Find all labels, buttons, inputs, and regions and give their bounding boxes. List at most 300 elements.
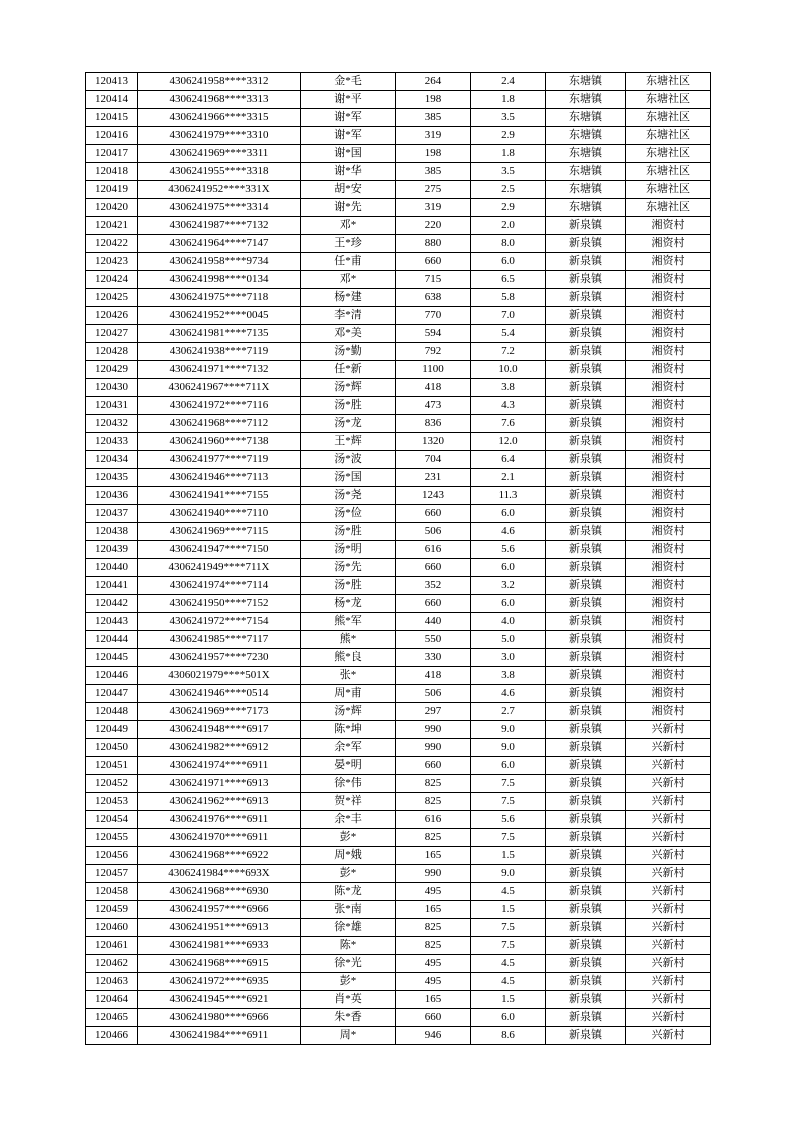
amount-cell: 1100: [396, 361, 471, 379]
serial-cell: 120443: [86, 613, 138, 631]
id-number-cell: 4306241957****6966: [138, 901, 301, 919]
id-number-cell: 4306241981****6933: [138, 937, 301, 955]
table-row: [86, 217, 711, 235]
village-cell: 湘资村: [626, 343, 711, 361]
name-cell: 汤*明: [301, 541, 396, 559]
table-row: [86, 613, 711, 631]
id-number-cell: 4306241969****7173: [138, 703, 301, 721]
serial-cell: 120423: [86, 253, 138, 271]
table-row: [86, 577, 711, 595]
village-cell: 湘资村: [626, 289, 711, 307]
rate-cell: 2.4: [471, 73, 546, 91]
id-number-cell: 4306241967****711X: [138, 379, 301, 397]
serial-cell: 120434: [86, 451, 138, 469]
id-number-cell: 4306021979****501X: [138, 667, 301, 685]
serial-cell: 120431: [86, 397, 138, 415]
name-cell: 徐*伟: [301, 775, 396, 793]
serial-cell: 120449: [86, 721, 138, 739]
amount-cell: 660: [396, 505, 471, 523]
table-row: [86, 775, 711, 793]
name-cell: 陈*坤: [301, 721, 396, 739]
name-cell: 杨*建: [301, 289, 396, 307]
name-cell: 陈*龙: [301, 883, 396, 901]
id-number-cell: 4306241947****7150: [138, 541, 301, 559]
rate-cell: 3.5: [471, 163, 546, 181]
village-cell: 湘资村: [626, 523, 711, 541]
name-cell: 谢*平: [301, 91, 396, 109]
id-number-cell: 4306241964****7147: [138, 235, 301, 253]
village-cell: 兴新村: [626, 721, 711, 739]
village-cell: 湘资村: [626, 685, 711, 703]
table-row: [86, 631, 711, 649]
village-cell: 湘资村: [626, 433, 711, 451]
table-row: [86, 469, 711, 487]
village-cell: 湘资村: [626, 235, 711, 253]
amount-cell: 660: [396, 1009, 471, 1027]
id-number-cell: 4306241969****3311: [138, 145, 301, 163]
rate-cell: 7.6: [471, 415, 546, 433]
name-cell: 汤*尧: [301, 487, 396, 505]
amount-cell: 418: [396, 667, 471, 685]
id-number-cell: 4306241975****7118: [138, 289, 301, 307]
town-cell: 新泉镇: [546, 739, 626, 757]
amount-cell: 198: [396, 91, 471, 109]
serial-cell: 120442: [86, 595, 138, 613]
town-cell: 新泉镇: [546, 919, 626, 937]
village-cell: 湘资村: [626, 415, 711, 433]
table-row: [86, 883, 711, 901]
id-number-cell: 4306241982****6912: [138, 739, 301, 757]
rate-cell: 7.0: [471, 307, 546, 325]
table-row: [86, 757, 711, 775]
serial-cell: 120444: [86, 631, 138, 649]
town-cell: 新泉镇: [546, 397, 626, 415]
table-row: [86, 253, 711, 271]
name-cell: 晏*明: [301, 757, 396, 775]
name-cell: 汤*胜: [301, 577, 396, 595]
serial-cell: 120453: [86, 793, 138, 811]
name-cell: 贺*祥: [301, 793, 396, 811]
table-row: [86, 595, 711, 613]
town-cell: 新泉镇: [546, 577, 626, 595]
id-number-cell: 4306241952****331X: [138, 181, 301, 199]
serial-cell: 120420: [86, 199, 138, 217]
name-cell: 邓*: [301, 217, 396, 235]
serial-cell: 120435: [86, 469, 138, 487]
town-cell: 东塘镇: [546, 73, 626, 91]
table-row: [86, 721, 711, 739]
id-number-cell: 4306241948****6917: [138, 721, 301, 739]
serial-cell: 120457: [86, 865, 138, 883]
id-number-cell: 4306241975****3314: [138, 199, 301, 217]
serial-cell: 120436: [86, 487, 138, 505]
table-row: [86, 163, 711, 181]
amount-cell: 165: [396, 901, 471, 919]
table-row: [86, 289, 711, 307]
village-cell: 湘资村: [626, 469, 711, 487]
rate-cell: 7.5: [471, 775, 546, 793]
id-number-cell: 4306241940****7110: [138, 505, 301, 523]
table-row: [86, 73, 711, 91]
town-cell: 新泉镇: [546, 325, 626, 343]
amount-cell: 946: [396, 1027, 471, 1045]
amount-cell: 715: [396, 271, 471, 289]
village-cell: 兴新村: [626, 775, 711, 793]
rate-cell: 3.0: [471, 649, 546, 667]
rate-cell: 11.3: [471, 487, 546, 505]
amount-cell: 297: [396, 703, 471, 721]
table-body: [86, 73, 711, 1045]
village-cell: 东塘社区: [626, 163, 711, 181]
table-row: [86, 811, 711, 829]
town-cell: 新泉镇: [546, 307, 626, 325]
village-cell: 兴新村: [626, 793, 711, 811]
serial-cell: 120460: [86, 919, 138, 937]
amount-cell: 550: [396, 631, 471, 649]
serial-cell: 120463: [86, 973, 138, 991]
table-row: [86, 145, 711, 163]
rate-cell: 6.4: [471, 451, 546, 469]
name-cell: 汤*勤: [301, 343, 396, 361]
village-cell: 兴新村: [626, 991, 711, 1009]
id-number-cell: 4306241952****0045: [138, 307, 301, 325]
serial-cell: 120451: [86, 757, 138, 775]
name-cell: 金*毛: [301, 73, 396, 91]
table-row: [86, 487, 711, 505]
amount-cell: 825: [396, 937, 471, 955]
town-cell: 新泉镇: [546, 451, 626, 469]
name-cell: 谢*国: [301, 145, 396, 163]
amount-cell: 264: [396, 73, 471, 91]
village-cell: 湘资村: [626, 703, 711, 721]
serial-cell: 120452: [86, 775, 138, 793]
rate-cell: 3.8: [471, 667, 546, 685]
rate-cell: 1.5: [471, 901, 546, 919]
village-cell: 湘资村: [626, 577, 711, 595]
rate-cell: 8.0: [471, 235, 546, 253]
amount-cell: 594: [396, 325, 471, 343]
table-row: [86, 1027, 711, 1045]
rate-cell: 5.8: [471, 289, 546, 307]
amount-cell: 473: [396, 397, 471, 415]
id-number-cell: 4306241958****3312: [138, 73, 301, 91]
name-cell: 徐*雄: [301, 919, 396, 937]
town-cell: 新泉镇: [546, 217, 626, 235]
id-number-cell: 4306241949****711X: [138, 559, 301, 577]
village-cell: 兴新村: [626, 847, 711, 865]
serial-cell: 120466: [86, 1027, 138, 1045]
village-cell: 东塘社区: [626, 91, 711, 109]
amount-cell: 990: [396, 721, 471, 739]
town-cell: 新泉镇: [546, 595, 626, 613]
amount-cell: 990: [396, 865, 471, 883]
rate-cell: 3.5: [471, 109, 546, 127]
name-cell: 周*甫: [301, 685, 396, 703]
name-cell: 杨*龙: [301, 595, 396, 613]
amount-cell: 616: [396, 811, 471, 829]
serial-cell: 120427: [86, 325, 138, 343]
name-cell: 徐*光: [301, 955, 396, 973]
name-cell: 李*清: [301, 307, 396, 325]
village-cell: 湘资村: [626, 397, 711, 415]
id-number-cell: 4306241938****7119: [138, 343, 301, 361]
id-number-cell: 4306241974****7114: [138, 577, 301, 595]
village-cell: 湘资村: [626, 487, 711, 505]
town-cell: 新泉镇: [546, 721, 626, 739]
serial-cell: 120416: [86, 127, 138, 145]
town-cell: 新泉镇: [546, 937, 626, 955]
name-cell: 肖*英: [301, 991, 396, 1009]
serial-cell: 120428: [86, 343, 138, 361]
serial-cell: 120450: [86, 739, 138, 757]
name-cell: 熊*: [301, 631, 396, 649]
rate-cell: 1.8: [471, 145, 546, 163]
amount-cell: 330: [396, 649, 471, 667]
table-row: [86, 523, 711, 541]
records-table: [85, 72, 711, 1045]
amount-cell: 506: [396, 523, 471, 541]
town-cell: 新泉镇: [546, 433, 626, 451]
id-number-cell: 4306241962****6913: [138, 793, 301, 811]
serial-cell: 120458: [86, 883, 138, 901]
serial-cell: 120432: [86, 415, 138, 433]
table-sheet: [85, 72, 711, 1045]
serial-cell: 120465: [86, 1009, 138, 1027]
town-cell: 东塘镇: [546, 109, 626, 127]
town-cell: 新泉镇: [546, 811, 626, 829]
amount-cell: 1243: [396, 487, 471, 505]
village-cell: 湘资村: [626, 325, 711, 343]
amount-cell: 275: [396, 181, 471, 199]
rate-cell: 1.8: [471, 91, 546, 109]
amount-cell: 836: [396, 415, 471, 433]
name-cell: 谢*华: [301, 163, 396, 181]
town-cell: 新泉镇: [546, 991, 626, 1009]
table-row: [86, 559, 711, 577]
serial-cell: 120419: [86, 181, 138, 199]
town-cell: 新泉镇: [546, 343, 626, 361]
id-number-cell: 4306241941****7155: [138, 487, 301, 505]
table-row: [86, 991, 711, 1009]
rate-cell: 3.8: [471, 379, 546, 397]
amount-cell: 825: [396, 775, 471, 793]
table-row: [86, 505, 711, 523]
name-cell: 谢*先: [301, 199, 396, 217]
id-number-cell: 4306241985****7117: [138, 631, 301, 649]
serial-cell: 120418: [86, 163, 138, 181]
table-row: [86, 685, 711, 703]
serial-cell: 120456: [86, 847, 138, 865]
name-cell: 陈*: [301, 937, 396, 955]
id-number-cell: 4306241968****6915: [138, 955, 301, 973]
name-cell: 张*南: [301, 901, 396, 919]
town-cell: 新泉镇: [546, 541, 626, 559]
table-row: [86, 973, 711, 991]
serial-cell: 120417: [86, 145, 138, 163]
village-cell: 兴新村: [626, 937, 711, 955]
town-cell: 新泉镇: [546, 631, 626, 649]
village-cell: 湘资村: [626, 307, 711, 325]
serial-cell: 120459: [86, 901, 138, 919]
amount-cell: 440: [396, 613, 471, 631]
table-row: [86, 361, 711, 379]
id-number-cell: 4306241958****9734: [138, 253, 301, 271]
table-row: [86, 541, 711, 559]
town-cell: 新泉镇: [546, 973, 626, 991]
rate-cell: 4.5: [471, 955, 546, 973]
rate-cell: 6.0: [471, 505, 546, 523]
town-cell: 东塘镇: [546, 163, 626, 181]
rate-cell: 5.4: [471, 325, 546, 343]
id-number-cell: 4306241972****7154: [138, 613, 301, 631]
town-cell: 新泉镇: [546, 865, 626, 883]
serial-cell: 120464: [86, 991, 138, 1009]
serial-cell: 120415: [86, 109, 138, 127]
amount-cell: 319: [396, 199, 471, 217]
rate-cell: 6.0: [471, 1009, 546, 1027]
table-row: [86, 1009, 711, 1027]
village-cell: 湘资村: [626, 505, 711, 523]
amount-cell: 825: [396, 919, 471, 937]
id-number-cell: 4306241968****7112: [138, 415, 301, 433]
id-number-cell: 4306241970****6911: [138, 829, 301, 847]
village-cell: 兴新村: [626, 1009, 711, 1027]
rate-cell: 6.0: [471, 253, 546, 271]
name-cell: 彭*: [301, 829, 396, 847]
id-number-cell: 4306241984****693X: [138, 865, 301, 883]
village-cell: 东塘社区: [626, 199, 711, 217]
town-cell: 新泉镇: [546, 1009, 626, 1027]
amount-cell: 770: [396, 307, 471, 325]
village-cell: 湘资村: [626, 253, 711, 271]
town-cell: 东塘镇: [546, 91, 626, 109]
id-number-cell: 4306241968****3313: [138, 91, 301, 109]
village-cell: 湘资村: [626, 361, 711, 379]
village-cell: 兴新村: [626, 757, 711, 775]
rate-cell: 5.0: [471, 631, 546, 649]
rate-cell: 2.5: [471, 181, 546, 199]
town-cell: 新泉镇: [546, 271, 626, 289]
table-row: [86, 343, 711, 361]
id-number-cell: 4306241971****6913: [138, 775, 301, 793]
serial-cell: 120437: [86, 505, 138, 523]
table-row: [86, 667, 711, 685]
town-cell: 新泉镇: [546, 289, 626, 307]
village-cell: 兴新村: [626, 865, 711, 883]
amount-cell: 385: [396, 163, 471, 181]
table-row: [86, 955, 711, 973]
town-cell: 新泉镇: [546, 649, 626, 667]
town-cell: 新泉镇: [546, 955, 626, 973]
serial-cell: 120446: [86, 667, 138, 685]
town-cell: 新泉镇: [546, 847, 626, 865]
town-cell: 新泉镇: [546, 505, 626, 523]
id-number-cell: 4306241969****7115: [138, 523, 301, 541]
id-number-cell: 4306241984****6911: [138, 1027, 301, 1045]
amount-cell: 495: [396, 955, 471, 973]
amount-cell: 506: [396, 685, 471, 703]
town-cell: 新泉镇: [546, 901, 626, 919]
amount-cell: 660: [396, 757, 471, 775]
amount-cell: 616: [396, 541, 471, 559]
town-cell: 新泉镇: [546, 235, 626, 253]
rate-cell: 2.1: [471, 469, 546, 487]
rate-cell: 9.0: [471, 865, 546, 883]
village-cell: 东塘社区: [626, 73, 711, 91]
amount-cell: 825: [396, 793, 471, 811]
serial-cell: 120422: [86, 235, 138, 253]
table-row: [86, 433, 711, 451]
town-cell: 新泉镇: [546, 523, 626, 541]
table-row: [86, 127, 711, 145]
table-row: [86, 829, 711, 847]
name-cell: 汤*国: [301, 469, 396, 487]
serial-cell: 120445: [86, 649, 138, 667]
rate-cell: 4.6: [471, 685, 546, 703]
serial-cell: 120424: [86, 271, 138, 289]
village-cell: 湘资村: [626, 649, 711, 667]
rate-cell: 5.6: [471, 811, 546, 829]
name-cell: 彭*: [301, 865, 396, 883]
serial-cell: 120462: [86, 955, 138, 973]
rate-cell: 8.6: [471, 1027, 546, 1045]
id-number-cell: 4306241998****0134: [138, 271, 301, 289]
name-cell: 任*甫: [301, 253, 396, 271]
town-cell: 新泉镇: [546, 793, 626, 811]
table-row: [86, 703, 711, 721]
id-number-cell: 4306241946****7113: [138, 469, 301, 487]
id-number-cell: 4306241968****6930: [138, 883, 301, 901]
serial-cell: 120414: [86, 91, 138, 109]
village-cell: 湘资村: [626, 379, 711, 397]
serial-cell: 120440: [86, 559, 138, 577]
rate-cell: 1.5: [471, 991, 546, 1009]
table-row: [86, 919, 711, 937]
serial-cell: 120438: [86, 523, 138, 541]
name-cell: 汤*俭: [301, 505, 396, 523]
table-row: [86, 199, 711, 217]
serial-cell: 120426: [86, 307, 138, 325]
town-cell: 新泉镇: [546, 667, 626, 685]
serial-cell: 120448: [86, 703, 138, 721]
village-cell: 湘资村: [626, 631, 711, 649]
name-cell: 胡*安: [301, 181, 396, 199]
amount-cell: 319: [396, 127, 471, 145]
amount-cell: 880: [396, 235, 471, 253]
rate-cell: 2.9: [471, 199, 546, 217]
serial-cell: 120439: [86, 541, 138, 559]
amount-cell: 495: [396, 883, 471, 901]
table-row: [86, 397, 711, 415]
town-cell: 新泉镇: [546, 559, 626, 577]
rate-cell: 2.0: [471, 217, 546, 235]
village-cell: 东塘社区: [626, 145, 711, 163]
table-row: [86, 649, 711, 667]
table-row: [86, 109, 711, 127]
name-cell: 熊*军: [301, 613, 396, 631]
amount-cell: 220: [396, 217, 471, 235]
village-cell: 湘资村: [626, 559, 711, 577]
name-cell: 汤*胜: [301, 523, 396, 541]
name-cell: 谢*军: [301, 109, 396, 127]
serial-cell: 120413: [86, 73, 138, 91]
rate-cell: 6.0: [471, 559, 546, 577]
rate-cell: 6.5: [471, 271, 546, 289]
id-number-cell: 4306241976****6911: [138, 811, 301, 829]
serial-cell: 120455: [86, 829, 138, 847]
id-number-cell: 4306241972****7116: [138, 397, 301, 415]
id-number-cell: 4306241971****7132: [138, 361, 301, 379]
